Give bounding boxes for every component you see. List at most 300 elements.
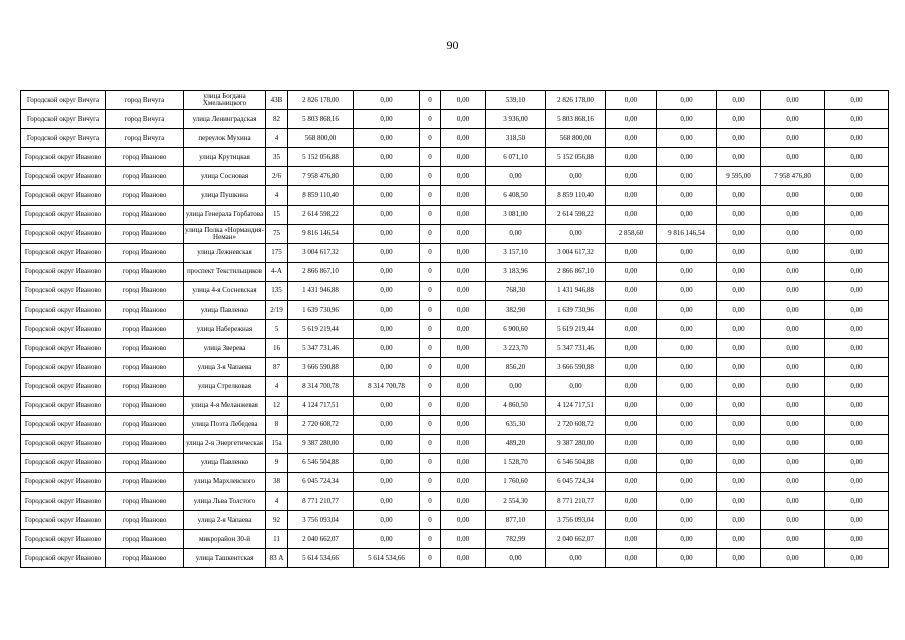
area-cell: 0,00 xyxy=(606,377,657,396)
table-row xyxy=(21,243,889,262)
cost-cell: 0,00 xyxy=(825,396,889,415)
cost-cell: 0,00 xyxy=(825,205,889,224)
units-cell: 0 xyxy=(420,453,441,472)
street-cell: улица Сосновая xyxy=(184,167,266,186)
total-cost-cell: 5 614 534,66 xyxy=(288,549,354,568)
area-cell: 0,00 xyxy=(606,243,657,262)
cost-cell: 0,00 xyxy=(761,396,825,415)
area-cell: 1 528,70 xyxy=(486,453,546,472)
cost-cell: 0,00 xyxy=(761,243,825,262)
area-cell: 0,00 xyxy=(717,491,761,510)
area-cell: 0,00 xyxy=(486,224,546,243)
house-number-cell: 82 xyxy=(266,110,288,129)
area-cell: 0,00 xyxy=(606,301,657,320)
locality-cell: город Вичуга xyxy=(106,110,184,129)
cost-cell: 3 004 617,32 xyxy=(546,243,606,262)
area-cell: 0,00 xyxy=(486,167,546,186)
cost-cell: 0,00 xyxy=(825,415,889,434)
area-cell: 0,00 xyxy=(717,186,761,205)
area-cell: 0,00 xyxy=(717,511,761,530)
units-cell: 0 xyxy=(420,472,441,491)
total-cost-cell: 5 619 219,44 xyxy=(288,320,354,339)
cost-cell: 0,00 xyxy=(761,148,825,167)
roof-repair-cost-cell: 0,00 xyxy=(354,320,420,339)
total-cost-cell: 7 958 476,80 xyxy=(288,167,354,186)
street-cell: улица Стрелковая xyxy=(184,377,266,396)
cost-cell: 0,00 xyxy=(657,186,717,205)
area-cell: 0,00 xyxy=(717,434,761,453)
area-cell: 0,00 xyxy=(606,281,657,300)
municipality-cell: Городской округ Вичуга xyxy=(21,110,106,129)
area-cell: 3 183,96 xyxy=(486,262,546,281)
street-cell: улица Зверева xyxy=(184,339,266,358)
locality-cell: город Иваново xyxy=(106,320,184,339)
cost-cell: 0,00 xyxy=(441,262,486,281)
area-cell: 4 860,50 xyxy=(486,396,546,415)
street-cell: улица Генерала Горбатова xyxy=(184,205,266,224)
cost-cell: 0,00 xyxy=(761,415,825,434)
units-cell: 0 xyxy=(420,224,441,243)
units-cell: 0 xyxy=(420,377,441,396)
cost-cell: 0,00 xyxy=(825,243,889,262)
area-cell: 0,00 xyxy=(717,472,761,491)
cost-cell: 0,00 xyxy=(657,453,717,472)
cost-cell: 0,00 xyxy=(761,530,825,549)
house-number-cell: 15 xyxy=(266,205,288,224)
locality-cell: город Иваново xyxy=(106,396,184,415)
cost-cell: 0,00 xyxy=(825,301,889,320)
area-cell: 9 595,00 xyxy=(717,167,761,186)
cost-cell: 0,00 xyxy=(657,377,717,396)
table-row xyxy=(21,491,889,510)
cost-cell: 0,00 xyxy=(657,320,717,339)
street-cell: улица Крутицкая xyxy=(184,148,266,167)
locality-cell: город Иваново xyxy=(106,472,184,491)
cost-cell: 0,00 xyxy=(441,377,486,396)
cost-cell: 0,00 xyxy=(441,243,486,262)
area-cell: 6 071,10 xyxy=(486,148,546,167)
locality-cell: город Иваново xyxy=(106,224,184,243)
municipality-cell: Городской округ Иваново xyxy=(21,511,106,530)
cost-cell: 0,00 xyxy=(441,549,486,568)
cost-cell: 0,00 xyxy=(761,301,825,320)
cost-cell: 7 958 476,80 xyxy=(761,167,825,186)
table-row xyxy=(21,262,889,281)
roof-repair-cost-cell: 0,00 xyxy=(354,262,420,281)
cost-cell: 0,00 xyxy=(761,205,825,224)
roof-repair-cost-cell: 0,00 xyxy=(354,339,420,358)
municipality-cell: Городской округ Иваново xyxy=(21,224,106,243)
area-cell: 0,00 xyxy=(717,262,761,281)
locality-cell: город Иваново xyxy=(106,167,184,186)
total-cost-cell: 5 803 868,16 xyxy=(288,110,354,129)
municipality-cell: Городской округ Иваново xyxy=(21,320,106,339)
municipality-cell: Городской округ Иваново xyxy=(21,396,106,415)
municipality-cell: Городской округ Иваново xyxy=(21,453,106,472)
area-cell: 1 760,60 xyxy=(486,472,546,491)
area-cell: 3 223,70 xyxy=(486,339,546,358)
units-cell: 0 xyxy=(420,491,441,510)
area-cell: 0,00 xyxy=(717,243,761,262)
cost-cell: 0,00 xyxy=(825,358,889,377)
units-cell: 0 xyxy=(420,205,441,224)
cost-cell: 0,00 xyxy=(761,511,825,530)
cost-cell: 2 614 598,22 xyxy=(546,205,606,224)
area-cell: 0,00 xyxy=(606,339,657,358)
area-cell: 6 900,60 xyxy=(486,320,546,339)
cost-cell: 4 124 717,51 xyxy=(546,396,606,415)
table-row xyxy=(21,186,889,205)
area-cell: 3 081,00 xyxy=(486,205,546,224)
area-cell: 768,30 xyxy=(486,281,546,300)
area-cell: 782,99 xyxy=(486,530,546,549)
cost-cell: 0,00 xyxy=(441,396,486,415)
cost-cell: 0,00 xyxy=(441,110,486,129)
house-number-cell: 43В xyxy=(266,91,288,110)
area-cell: 3 936,00 xyxy=(486,110,546,129)
cost-cell: 5 152 056,88 xyxy=(546,148,606,167)
cost-cell: 0,00 xyxy=(657,129,717,148)
table-row xyxy=(21,472,889,491)
cost-cell: 2 720 608,72 xyxy=(546,415,606,434)
cost-cell: 0,00 xyxy=(761,91,825,110)
cost-cell: 0,00 xyxy=(761,358,825,377)
cost-cell: 0,00 xyxy=(546,224,606,243)
cost-cell: 0,00 xyxy=(441,224,486,243)
area-cell: 0,00 xyxy=(717,205,761,224)
municipality-cell: Городской округ Вичуга xyxy=(21,91,106,110)
units-cell: 0 xyxy=(420,434,441,453)
table-row xyxy=(21,453,889,472)
area-cell: 0,00 xyxy=(717,549,761,568)
house-number-cell: 12 xyxy=(266,396,288,415)
house-number-cell: 4-А xyxy=(266,262,288,281)
house-number-cell: 35 xyxy=(266,148,288,167)
street-cell: улица Поэта Лебедева xyxy=(184,415,266,434)
area-cell: 0,00 xyxy=(606,167,657,186)
area-cell: 0,00 xyxy=(606,110,657,129)
roof-repair-cost-cell: 0,00 xyxy=(354,110,420,129)
area-cell: 0,00 xyxy=(606,472,657,491)
table-row xyxy=(21,415,889,434)
house-number-cell: 38 xyxy=(266,472,288,491)
table-row xyxy=(21,91,889,110)
table-row xyxy=(21,281,889,300)
cost-cell: 0,00 xyxy=(761,262,825,281)
cost-cell: 0,00 xyxy=(825,511,889,530)
street-cell: улица Павленко xyxy=(184,301,266,320)
cost-cell: 0,00 xyxy=(657,491,717,510)
cost-cell: 0,00 xyxy=(761,110,825,129)
street-cell: улица Павленко xyxy=(184,453,266,472)
total-cost-cell: 3 666 590,88 xyxy=(288,358,354,377)
units-cell: 0 xyxy=(420,530,441,549)
cost-cell: 0,00 xyxy=(825,91,889,110)
locality-cell: город Иваново xyxy=(106,415,184,434)
units-cell: 0 xyxy=(420,110,441,129)
municipality-cell: Городской округ Иваново xyxy=(21,434,106,453)
roof-repair-cost-cell: 0,00 xyxy=(354,434,420,453)
units-cell: 0 xyxy=(420,243,441,262)
house-number-cell: 11 xyxy=(266,530,288,549)
cost-cell: 0,00 xyxy=(441,358,486,377)
units-cell: 0 xyxy=(420,415,441,434)
cost-cell: 0,00 xyxy=(825,453,889,472)
municipality-cell: Городской округ Иваново xyxy=(21,358,106,377)
cost-cell: 0,00 xyxy=(825,377,889,396)
cost-cell: 0,00 xyxy=(761,339,825,358)
cost-cell: 9 816 146,54 xyxy=(657,224,717,243)
cost-cell: 0,00 xyxy=(657,110,717,129)
cost-cell: 6 045 724,34 xyxy=(546,472,606,491)
area-cell: 0,00 xyxy=(717,358,761,377)
table-row xyxy=(21,224,889,243)
municipality-cell: Городской округ Иваново xyxy=(21,167,106,186)
cost-cell: 0,00 xyxy=(441,205,486,224)
house-number-cell: 2/6 xyxy=(266,167,288,186)
municipality-cell: Городской округ Иваново xyxy=(21,549,106,568)
total-cost-cell: 5 152 056,88 xyxy=(288,148,354,167)
street-cell: улица Ленинградская xyxy=(184,110,266,129)
units-cell: 0 xyxy=(420,511,441,530)
cost-cell: 0,00 xyxy=(441,148,486,167)
roof-repair-cost-cell: 0,00 xyxy=(354,530,420,549)
cost-cell: 0,00 xyxy=(657,91,717,110)
table-row xyxy=(21,167,889,186)
cost-cell: 0,00 xyxy=(825,167,889,186)
municipality-cell: Городской округ Иваново xyxy=(21,415,106,434)
cost-cell: 0,00 xyxy=(657,358,717,377)
roof-repair-cost-cell: 0,00 xyxy=(354,472,420,491)
roof-repair-cost-cell: 0,00 xyxy=(354,129,420,148)
cost-cell: 0,00 xyxy=(825,320,889,339)
locality-cell: город Вичуга xyxy=(106,129,184,148)
house-number-cell: 2/19 xyxy=(266,301,288,320)
total-cost-cell: 8 771 210,77 xyxy=(288,491,354,510)
house-number-cell: 83 А xyxy=(266,549,288,568)
units-cell: 0 xyxy=(420,262,441,281)
cost-cell: 0,00 xyxy=(657,281,717,300)
roof-repair-cost-cell: 0,00 xyxy=(354,491,420,510)
cost-cell: 0,00 xyxy=(657,434,717,453)
table-row xyxy=(21,129,889,148)
cost-cell: 8 771 210,77 xyxy=(546,491,606,510)
roof-repair-cost-cell: 0,00 xyxy=(354,396,420,415)
cost-cell: 0,00 xyxy=(441,91,486,110)
locality-cell: город Вичуга xyxy=(106,91,184,110)
total-cost-cell: 8 859 110,40 xyxy=(288,186,354,205)
cost-cell: 0,00 xyxy=(441,415,486,434)
locality-cell: город Иваново xyxy=(106,434,184,453)
units-cell: 0 xyxy=(420,301,441,320)
street-cell: улица Ташкентская xyxy=(184,549,266,568)
cost-cell: 2 040 662,07 xyxy=(546,530,606,549)
cost-cell: 0,00 xyxy=(441,530,486,549)
cost-cell: 3 756 093,04 xyxy=(546,511,606,530)
house-number-cell: 135 xyxy=(266,281,288,300)
area-cell: 6 408,50 xyxy=(486,186,546,205)
cost-cell: 568 800,00 xyxy=(546,129,606,148)
table-row xyxy=(21,511,889,530)
street-cell: улица Льва Толстого xyxy=(184,491,266,510)
total-cost-cell: 2 614 598,22 xyxy=(288,205,354,224)
table-row xyxy=(21,339,889,358)
house-number-cell: 5 xyxy=(266,320,288,339)
locality-cell: город Иваново xyxy=(106,358,184,377)
cost-cell: 0,00 xyxy=(546,167,606,186)
area-cell: 0,00 xyxy=(606,396,657,415)
municipality-cell: Городской округ Иваново xyxy=(21,243,106,262)
roof-repair-cost-cell: 5 614 534,66 xyxy=(354,549,420,568)
cost-cell: 9 387 280,00 xyxy=(546,434,606,453)
cost-cell: 0,00 xyxy=(657,472,717,491)
cost-cell: 0,00 xyxy=(825,281,889,300)
units-cell: 0 xyxy=(420,281,441,300)
cost-cell: 0,00 xyxy=(761,453,825,472)
cost-cell: 0,00 xyxy=(825,148,889,167)
street-cell: улица 3-я Чапаева xyxy=(184,358,266,377)
roof-repair-cost-cell: 0,00 xyxy=(354,91,420,110)
area-cell: 489,20 xyxy=(486,434,546,453)
municipality-cell: Городской округ Иваново xyxy=(21,530,106,549)
cost-cell: 3 666 590,88 xyxy=(546,358,606,377)
cost-cell: 0,00 xyxy=(441,320,486,339)
cost-cell: 0,00 xyxy=(761,224,825,243)
units-cell: 0 xyxy=(420,167,441,186)
street-cell: микрорайон 30-й xyxy=(184,530,266,549)
area-cell: 0,00 xyxy=(717,129,761,148)
roof-repair-cost-cell: 8 314 700,78 xyxy=(354,377,420,396)
cost-cell: 0,00 xyxy=(761,186,825,205)
municipality-cell: Городской округ Иваново xyxy=(21,472,106,491)
cost-cell: 0,00 xyxy=(657,530,717,549)
area-cell: 0,00 xyxy=(717,301,761,320)
cost-cell: 0,00 xyxy=(825,549,889,568)
cost-cell: 0,00 xyxy=(761,320,825,339)
table-row xyxy=(21,205,889,224)
register-table-body xyxy=(21,91,889,568)
area-cell: 0,00 xyxy=(717,396,761,415)
municipality-cell: Городской округ Иваново xyxy=(21,491,106,510)
street-cell: улица Набережная xyxy=(184,320,266,339)
locality-cell: город Иваново xyxy=(106,453,184,472)
area-cell: 0,00 xyxy=(717,320,761,339)
area-cell: 2 858,60 xyxy=(606,224,657,243)
area-cell: 0,00 xyxy=(717,377,761,396)
area-cell: 2 554,30 xyxy=(486,491,546,510)
cost-cell: 0,00 xyxy=(657,205,717,224)
cost-cell: 0,00 xyxy=(657,415,717,434)
cost-cell: 8 859 110,40 xyxy=(546,186,606,205)
table-row xyxy=(21,530,889,549)
table-row xyxy=(21,148,889,167)
area-cell: 0,00 xyxy=(606,530,657,549)
roof-repair-cost-cell: 0,00 xyxy=(354,243,420,262)
area-cell: 0,00 xyxy=(606,491,657,510)
locality-cell: город Иваново xyxy=(106,301,184,320)
locality-cell: город Иваново xyxy=(106,549,184,568)
roof-repair-cost-cell: 0,00 xyxy=(354,415,420,434)
cost-cell: 0,00 xyxy=(441,491,486,510)
units-cell: 0 xyxy=(420,186,441,205)
cost-cell: 2 866 867,10 xyxy=(546,262,606,281)
house-number-cell: 16 xyxy=(266,339,288,358)
area-cell: 318,50 xyxy=(486,129,546,148)
roof-repair-cost-cell: 0,00 xyxy=(354,205,420,224)
cost-cell: 0,00 xyxy=(657,243,717,262)
cost-cell: 0,00 xyxy=(657,339,717,358)
cost-cell: 0,00 xyxy=(657,301,717,320)
locality-cell: город Иваново xyxy=(106,377,184,396)
cost-cell: 0,00 xyxy=(825,339,889,358)
municipality-cell: Городской округ Иваново xyxy=(21,339,106,358)
cost-cell: 0,00 xyxy=(546,549,606,568)
locality-cell: город Иваново xyxy=(106,530,184,549)
units-cell: 0 xyxy=(420,320,441,339)
cost-cell: 0,00 xyxy=(441,339,486,358)
units-cell: 0 xyxy=(420,339,441,358)
area-cell: 0,00 xyxy=(486,549,546,568)
area-cell: 0,00 xyxy=(606,129,657,148)
municipality-cell: Городской округ Иваново xyxy=(21,186,106,205)
area-cell: 0,00 xyxy=(606,186,657,205)
cost-cell: 0,00 xyxy=(657,148,717,167)
units-cell: 0 xyxy=(420,129,441,148)
area-cell: 3 157,10 xyxy=(486,243,546,262)
total-cost-cell: 8 314 700,78 xyxy=(288,377,354,396)
cost-cell: 0,00 xyxy=(657,549,717,568)
cost-cell: 0,00 xyxy=(825,186,889,205)
cost-cell: 0,00 xyxy=(657,262,717,281)
roof-repair-cost-cell: 0,00 xyxy=(354,453,420,472)
area-cell: 0,00 xyxy=(717,281,761,300)
locality-cell: город Иваново xyxy=(106,281,184,300)
municipality-cell: Городской округ Иваново xyxy=(21,301,106,320)
roof-repair-cost-cell: 0,00 xyxy=(354,186,420,205)
area-cell: 0,00 xyxy=(717,415,761,434)
locality-cell: город Иваново xyxy=(106,186,184,205)
area-cell: 0,00 xyxy=(606,262,657,281)
cost-cell: 0,00 xyxy=(761,281,825,300)
area-cell: 0,00 xyxy=(717,110,761,129)
table-row xyxy=(21,377,889,396)
street-cell: улица Богдана Хмельницкого xyxy=(184,91,266,110)
cost-cell: 0,00 xyxy=(441,511,486,530)
cost-cell: 0,00 xyxy=(761,472,825,491)
area-cell: 0,00 xyxy=(486,377,546,396)
street-cell: улица Пушкина xyxy=(184,186,266,205)
table-row xyxy=(21,396,889,415)
locality-cell: город Иваново xyxy=(106,339,184,358)
units-cell: 0 xyxy=(420,549,441,568)
area-cell: 0,00 xyxy=(606,415,657,434)
municipality-cell: Городской округ Иваново xyxy=(21,148,106,167)
area-cell: 0,00 xyxy=(717,530,761,549)
area-cell: 0,00 xyxy=(606,549,657,568)
house-number-cell: 4 xyxy=(266,186,288,205)
total-cost-cell: 568 800,00 xyxy=(288,129,354,148)
cost-cell: 0,00 xyxy=(441,453,486,472)
area-cell: 539,10 xyxy=(486,91,546,110)
cost-cell: 0,00 xyxy=(825,530,889,549)
cost-cell: 6 546 504,88 xyxy=(546,453,606,472)
total-cost-cell: 2 720 608,72 xyxy=(288,415,354,434)
locality-cell: город Иваново xyxy=(106,262,184,281)
cost-cell: 0,00 xyxy=(761,549,825,568)
house-number-cell: 4 xyxy=(266,377,288,396)
cost-cell: 5 803 868,16 xyxy=(546,110,606,129)
cost-cell: 0,00 xyxy=(441,472,486,491)
